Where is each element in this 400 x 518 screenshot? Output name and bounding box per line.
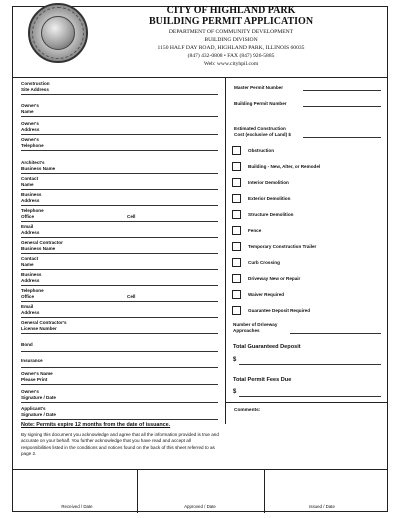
permit-fees-field[interactable] — [239, 396, 381, 397]
insurance-field[interactable] — [21, 367, 218, 368]
city-web: Web: www.cityhpil.com — [203, 61, 259, 67]
driveway-label: Driveway New or Repair — [248, 276, 301, 281]
curb-crossing-checkbox[interactable] — [232, 258, 241, 267]
contact-name-label: Contact Name — [21, 176, 39, 187]
obstruction-label: Obstruction — [248, 148, 275, 153]
deposit-dollar-sign: $ — [233, 357, 237, 363]
email-field[interactable] — [21, 237, 218, 238]
gc-telephone-field[interactable] — [21, 301, 218, 302]
building-new-label: Building - New, Alter, or Remodel — [248, 164, 321, 169]
general-contractor-field[interactable] — [21, 253, 218, 254]
guaranteed-deposit-label: Total Guaranteed Deposit — [233, 344, 301, 350]
temporary-trailer-checkbox[interactable] — [232, 242, 241, 251]
division-name: BUILDING DIVISION — [204, 37, 258, 43]
general-contractor-label: General Contractor Business Name — [21, 240, 63, 251]
guarantee-deposit-label: Guarantee Deposit Required — [248, 308, 311, 313]
gc-contact-name-field[interactable] — [21, 269, 218, 270]
city-address: 1150 HALF DAY ROAD, HIGHLAND PARK, ILLINOIS 60035 — [157, 45, 305, 51]
gc-business-address-label: Business Address — [21, 272, 42, 283]
comments-box[interactable] — [226, 402, 387, 469]
business-address-field[interactable] — [21, 205, 218, 206]
received-date-label: Received / Date — [61, 504, 93, 509]
owners-address-field[interactable] — [21, 134, 218, 135]
email-label: Email Address — [21, 224, 40, 235]
exterior-demolition-checkbox[interactable] — [232, 194, 241, 203]
building-permit-field[interactable] — [303, 106, 381, 107]
owner-signature-label: Owner's Signature / Date — [21, 389, 56, 400]
gc-telephone-label: Telephone Office — [21, 288, 44, 299]
gc-license-field[interactable] — [21, 333, 218, 334]
owners-name-label: Owner's Name — [21, 103, 39, 114]
permit-fees-label: Total Permit Fees Due — [233, 377, 292, 383]
city-seal-icon — [28, 3, 88, 63]
site-address-label: Construction Site Address — [21, 81, 50, 92]
business-address-label: Business Address — [21, 192, 42, 203]
waiver-label: Waiver Required — [248, 292, 285, 297]
contact-name-field[interactable] — [21, 189, 218, 190]
fence-checkbox[interactable] — [232, 226, 241, 235]
applicant-signature-field[interactable] — [21, 419, 218, 420]
interior-demolition-label: Interior Demolition — [248, 180, 289, 185]
bond-label: Bond — [21, 342, 33, 347]
exterior-demolition-label: Exterior Demolition — [248, 196, 291, 201]
header-divider — [12, 77, 388, 78]
applicant-signature-label: Applicant's Signature / Date — [21, 406, 56, 417]
structure-demolition-label: Structure Demolition — [248, 212, 294, 217]
telephone-field[interactable] — [21, 221, 218, 222]
cell-label: Cell — [127, 214, 136, 219]
temporary-trailer-label: Temporary Construction Trailer — [248, 244, 317, 249]
fees-dollar-sign: $ — [233, 389, 237, 395]
permit-expiry-note: Note: Permits expire 12 months from the date of issuance. — [21, 422, 171, 428]
architect-field[interactable] — [21, 173, 218, 174]
gc-email-field[interactable] — [21, 317, 218, 318]
city-name: CITY OF HIGHLAND PARK — [166, 5, 296, 16]
gc-business-address-field[interactable] — [21, 285, 218, 286]
site-address-field[interactable] — [21, 94, 218, 95]
owners-phone-label: Owner's Telephone — [21, 137, 44, 148]
gc-license-label: General Contractor's License Number — [21, 320, 67, 331]
guarantee-deposit-checkbox[interactable] — [232, 306, 241, 315]
building-new-checkbox[interactable] — [232, 162, 241, 171]
driveway-checkbox[interactable] — [232, 274, 241, 283]
estimated-cost-field[interactable] — [303, 137, 381, 138]
insurance-label: Insurance — [21, 358, 43, 363]
comments-label: Comments: — [234, 408, 261, 413]
owners-address-label: Owner's Address — [21, 121, 40, 132]
form-title: BUILDING PERMIT APPLICATION — [148, 16, 314, 27]
master-permit-label: Master Permit Number — [234, 85, 284, 90]
telephone-label: Telephone Office — [21, 208, 44, 219]
gc-cell-label: Cell — [127, 294, 136, 299]
building-permit-label: Building Permit Number — [234, 101, 287, 106]
interior-demolition-checkbox[interactable] — [232, 178, 241, 187]
acknowledgement-text: By signing this document you acknowledge and agree that all the information provided is true and accurate on your behalf. You further acknowledge that you have read and accept all responsibilities listed in the conditions and notices found on the back of this sheet referred to as page 2. — [21, 432, 219, 457]
master-permit-field[interactable] — [303, 90, 381, 91]
department-name: DEPARTMENT OF COMMUNITY DEVELOPMENT — [168, 29, 294, 35]
architect-label: Architect's Business Name — [21, 160, 56, 171]
fence-label: Fence — [248, 228, 262, 233]
owners-name-field[interactable] — [21, 116, 218, 117]
driveway-approaches-label: Number of Driveway Approaches — [233, 322, 278, 333]
curb-crossing-label: Curb Crossing — [248, 260, 280, 265]
owners-phone-field[interactable] — [21, 150, 218, 151]
column-divider — [225, 78, 226, 424]
footer-separator-1 — [137, 470, 138, 513]
waiver-checkbox[interactable] — [232, 290, 241, 299]
owner-signature-field[interactable] — [21, 402, 218, 403]
footer-divider — [12, 469, 388, 470]
city-phone: (847) 432-0808 • FAX (847) 926-5885 — [187, 53, 275, 59]
driveway-approaches-field[interactable] — [290, 333, 381, 334]
gc-email-label: Email Address — [21, 304, 40, 315]
guaranteed-deposit-field[interactable] — [239, 364, 381, 365]
owners-print-name-field[interactable] — [21, 384, 218, 385]
issued-date-label: Issued / Date — [309, 504, 335, 509]
estimated-cost-label: Estimated Construction Cost (exclusive of Land) $ — [234, 126, 291, 137]
gc-contact-name-label: Contact Name — [21, 256, 39, 267]
owners-print-name-label: Owner's Name Please Print — [21, 371, 53, 382]
obstruction-checkbox[interactable] — [232, 146, 241, 155]
structure-demolition-checkbox[interactable] — [232, 210, 241, 219]
approved-date-label: Approved / Date — [184, 504, 216, 509]
bond-field[interactable] — [21, 351, 218, 352]
